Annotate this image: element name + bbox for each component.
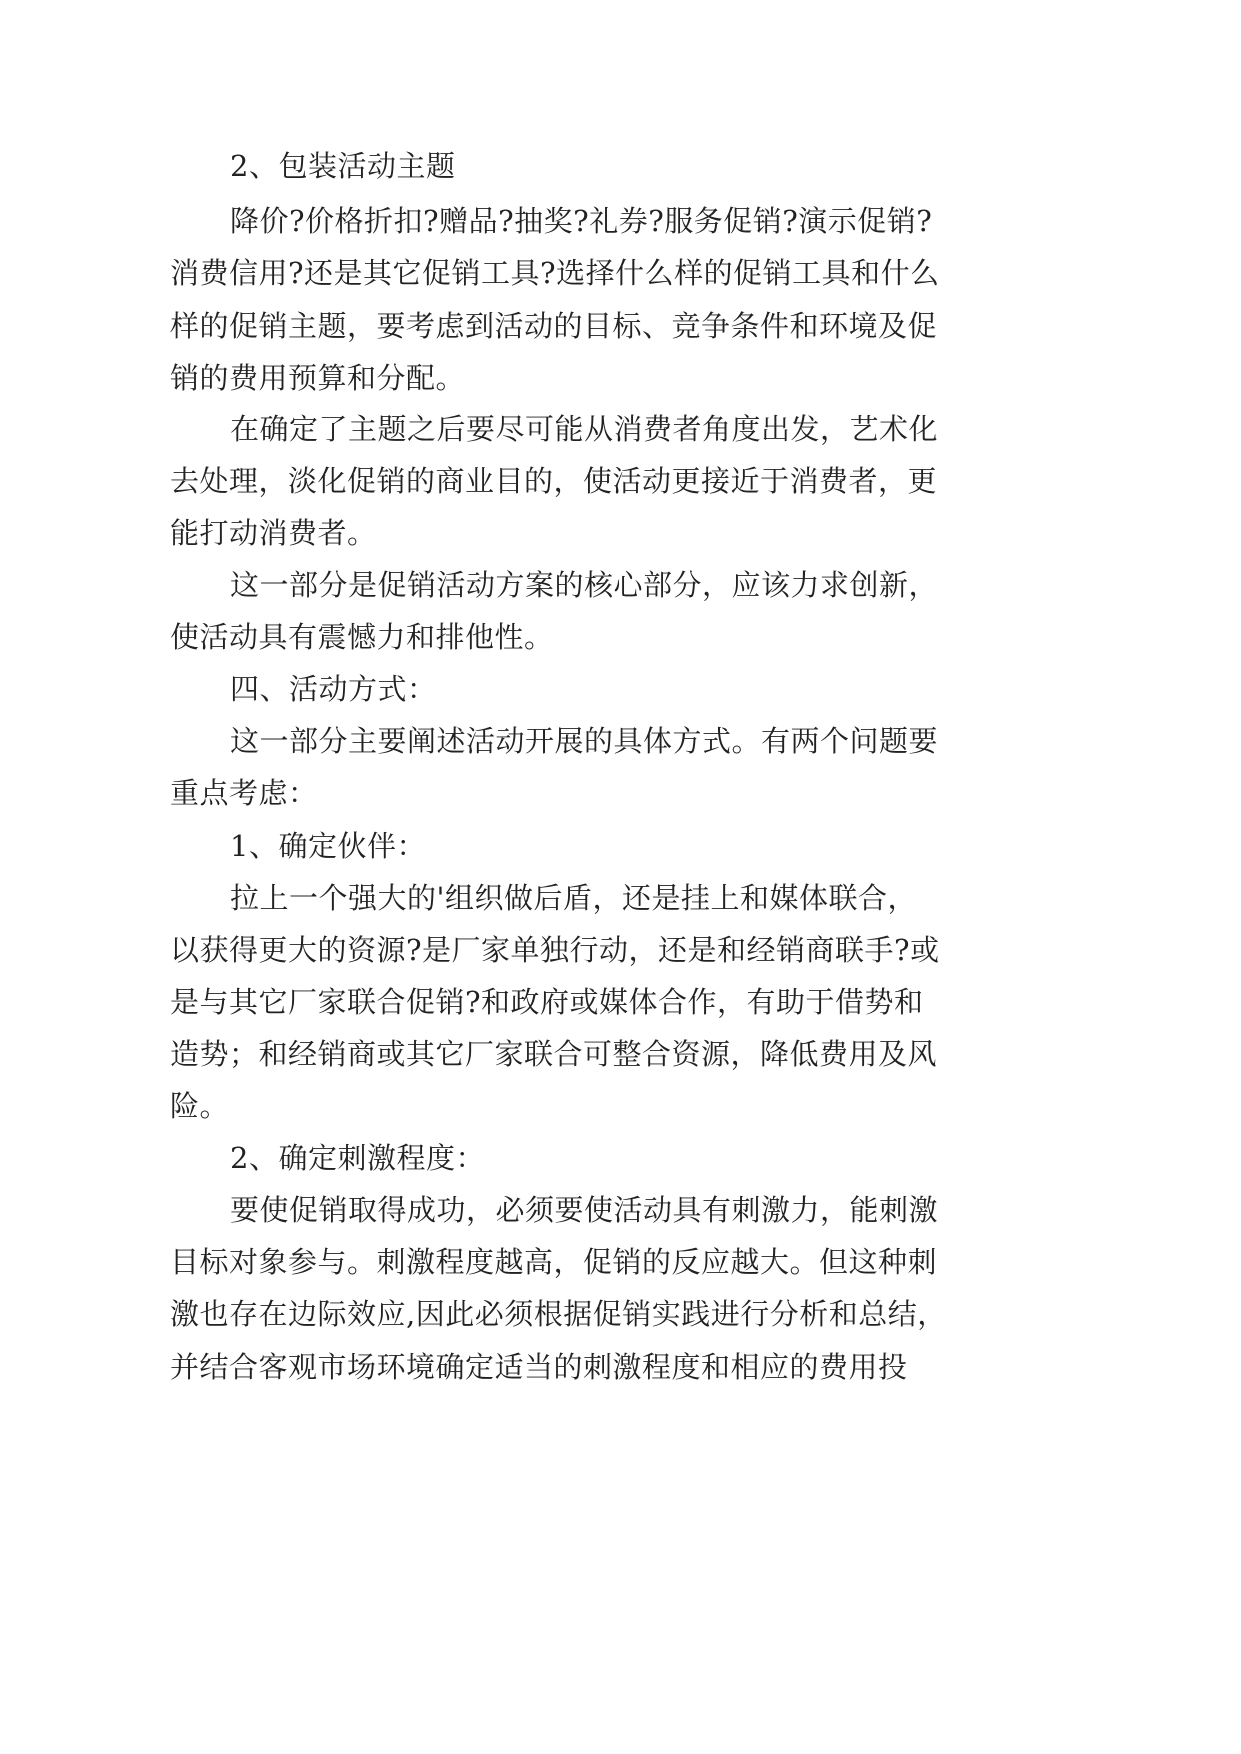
paragraph-line: 使活动具有震憾力和排他性。 [170, 620, 554, 654]
paragraph-line: 样的促销主题，要考虑到活动的目标、竞争条件和环境及促 [170, 309, 938, 343]
paragraph-line: 能打动消费者。 [170, 516, 377, 550]
paragraph-line: 重点考虑： [170, 776, 318, 810]
paragraph-line: 险。 [170, 1089, 230, 1123]
paragraph-line: 拉上一个强大的'组织做后盾，还是挂上和媒体联合， [230, 881, 917, 915]
paragraph-line: 消费信用?还是其它促销工具?选择什么样的促销工具和什么 [170, 256, 940, 290]
paragraph-line: 并结合客观市场环境确定适当的刺激程度和相应的费用投 [170, 1350, 908, 1384]
paragraph-line: 是与其它厂家联合促销?和政府或媒体合作，有助于借势和 [170, 985, 924, 1019]
paragraph-line: 销的费用预算和分配。 [170, 361, 466, 395]
heading-line: 四、活动方式： [230, 672, 437, 706]
paragraph-line: 目标对象参与。刺激程度越高，促销的反应越大。但这种刺 [170, 1245, 938, 1279]
heading-line: 1、确定伙伴： [230, 829, 426, 863]
paragraph-line: 这一部分主要阐述活动开展的具体方式。有两个问题要 [230, 724, 939, 758]
heading-line: 2、包装活动主题 [230, 149, 456, 183]
paragraph-line: 这一部分是促销活动方案的核心部分，应该力求创新， [230, 568, 939, 602]
paragraph-line: 降价?价格折扣?赠品?抽奖?礼券?服务促销?演示促销? [230, 204, 933, 238]
paragraph-line: 要使促销取得成功，必须要使活动具有刺激力，能刺激 [230, 1193, 939, 1227]
heading-line: 2、确定刺激程度： [230, 1141, 485, 1175]
paragraph-line: 激也存在边际效应,因此必须根据促销实践进行分析和总结， [170, 1297, 947, 1331]
paragraph-line: 以获得更大的资源?是厂家单独行动，还是和经销商联手?或 [170, 933, 940, 967]
paragraph-line: 造势；和经销商或其它厂家联合可整合资源，降低费用及风 [170, 1037, 938, 1071]
paragraph-line: 去处理，淡化促销的商业目的，使活动更接近于消费者，更 [170, 464, 938, 498]
paragraph-line: 在确定了主题之后要尽可能从消费者角度出发，艺术化 [230, 412, 939, 446]
